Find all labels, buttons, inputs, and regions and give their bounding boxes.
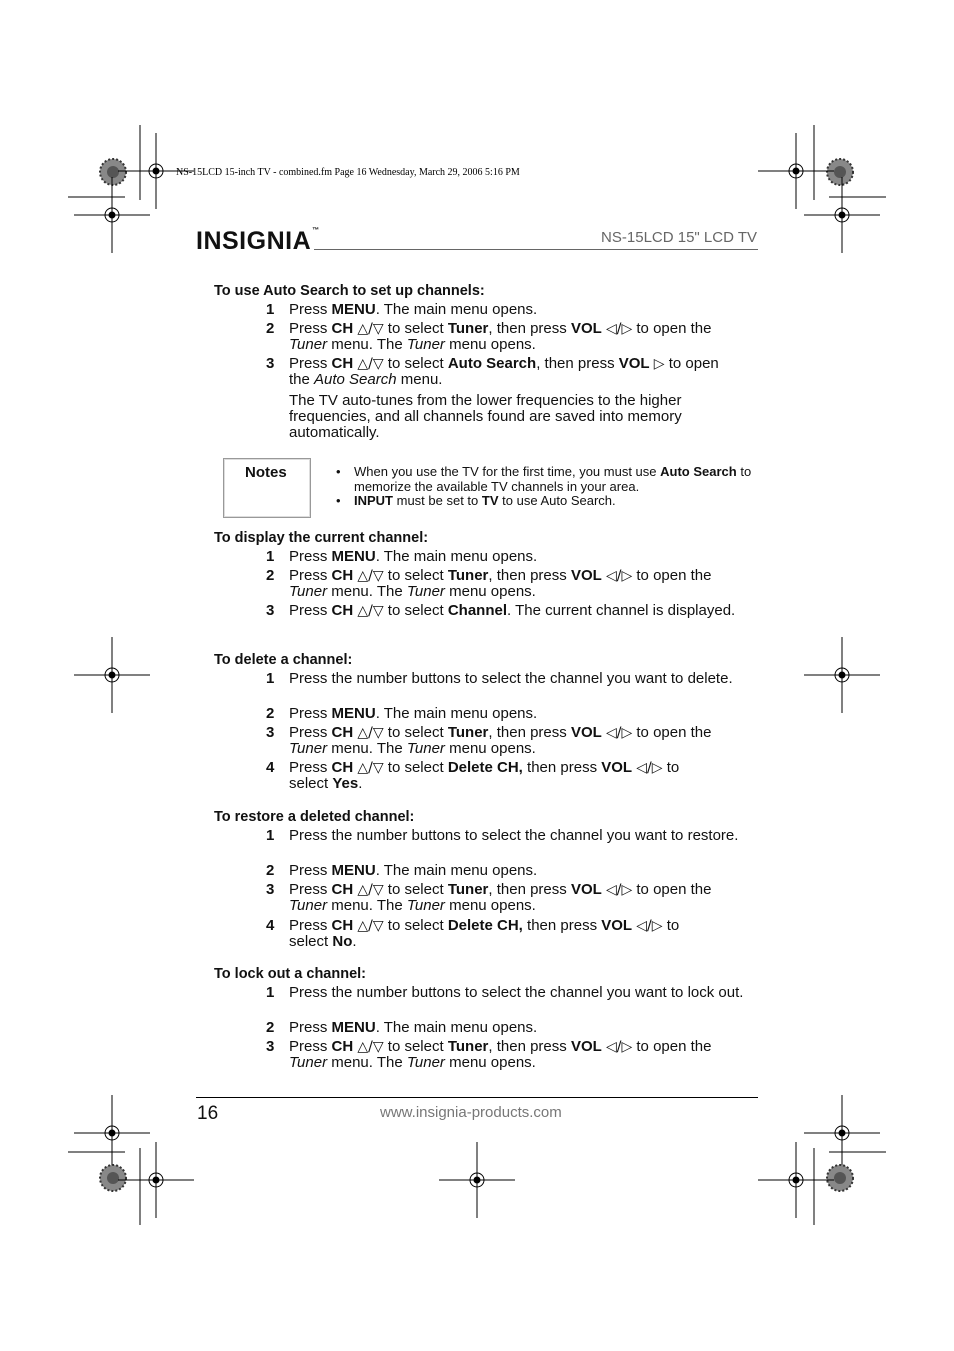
step-text: Press CH △/▽ to select Tuner, then press VOL ◁/▷ to open the Tuner menu. The Tuner menu opens. [289, 724, 712, 757]
step-text: Press MENU. The main menu opens. [289, 301, 538, 318]
up-down-arrows-icon: △/▽ [357, 568, 384, 584]
step-text: Press MENU. The main menu opens. [289, 1019, 538, 1036]
step-text: Press MENU. The main menu opens. [289, 705, 538, 722]
left-right-arrows-icon: ◁/▷ [605, 1039, 633, 1055]
step-number: 4 [266, 917, 275, 934]
section-title-restore-channel: To restore a deleted channel: [214, 809, 415, 825]
logo-text: INSIGNIA [196, 227, 312, 255]
step-number: 2 [266, 705, 275, 722]
up-down-arrows-icon: △/▽ [357, 918, 384, 934]
file-info-line: NS-15LCD 15-inch TV - combined.fm Page 16 Wednesday, March 29, 2006 5:16 PM [176, 167, 520, 178]
left-right-arrows-icon: ◁/▷ [605, 321, 633, 337]
left-right-arrows-icon: ◁/▷ [636, 918, 663, 934]
bullet: • [336, 464, 341, 479]
step-number: 3 [266, 881, 275, 898]
up-down-arrows-icon: △/▽ [357, 356, 384, 372]
step-number: 1 [266, 548, 275, 565]
footer-url[interactable]: www.insignia-products.com [380, 1104, 562, 1121]
step-text: Press the number buttons to select the channel you want to lock out. [289, 984, 744, 1001]
left-right-arrows-icon: ◁/▷ [605, 882, 633, 898]
note-text: INPUT must be set to TV to use Auto Search. [354, 493, 616, 508]
step-number: 1 [266, 301, 275, 318]
step-text: Press CH △/▽ to select Tuner, then press VOL ◁/▷ to open the Tuner menu. The Tuner menu opens. [289, 881, 712, 914]
logo-trademark: ™ [312, 227, 320, 234]
left-right-arrows-icon: ◁/▷ [605, 725, 633, 741]
step-number: 3 [266, 355, 275, 372]
step-number: 2 [266, 320, 275, 337]
right-arrow-icon: ▷ [653, 356, 665, 372]
up-down-arrows-icon: △/▽ [357, 321, 384, 337]
up-down-arrows-icon: △/▽ [357, 725, 384, 741]
step-number: 4 [266, 759, 275, 776]
document-title: NS-15LCD 15" LCD TV [601, 229, 757, 246]
step-text: Press MENU. The main menu opens. [289, 862, 538, 879]
up-down-arrows-icon: △/▽ [357, 1039, 384, 1055]
section-title-auto-search: To use Auto Search to set up channels: [214, 283, 485, 299]
left-right-arrows-icon: ◁/▷ [605, 568, 633, 584]
section-title-lock-channel: To lock out a channel: [214, 966, 366, 982]
step-text: Press CH △/▽ to select Delete CH, then press VOL ◁/▷ to select Yes. [289, 759, 680, 792]
step-text: Press CH △/▽ to select Tuner, then press VOL ◁/▷ to open the Tuner menu. The Tuner menu opens. [289, 1038, 712, 1071]
up-down-arrows-icon: △/▽ [357, 882, 384, 898]
header-rule [314, 249, 758, 250]
step-number: 2 [266, 862, 275, 879]
footer-rule [196, 1097, 758, 1098]
up-down-arrows-icon: △/▽ [357, 760, 384, 776]
step-number: 1 [266, 670, 275, 687]
left-right-arrows-icon: ◁/▷ [636, 760, 663, 776]
step-text: Press CH △/▽ to select Tuner, then press VOL ◁/▷ to open the Tuner menu. The Tuner menu opens. [289, 567, 712, 600]
section-title-display-channel: To display the current channel: [214, 530, 429, 546]
up-down-arrows-icon: △/▽ [357, 603, 384, 619]
step-number: 1 [266, 984, 275, 1001]
step-number: 3 [266, 724, 275, 741]
step-text: Press CH △/▽ to select Tuner, then press VOL ◁/▷ to open the Tuner menu. The Tuner menu opens. [289, 320, 712, 353]
notes-label: Notes [245, 464, 287, 481]
step-text: Press CH △/▽ to select Auto Search, then press VOL ▷ to open the Auto Search menu. [289, 355, 719, 388]
step-text: Press the number buttons to select the channel you want to restore. [289, 827, 739, 844]
page-number: 16 [197, 1103, 219, 1124]
step-number: 2 [266, 567, 275, 584]
step-number: 3 [266, 1038, 275, 1055]
insignia-logo [196, 227, 320, 256]
note-text: When you use the TV for the first time, you must use Auto Search to memorize the available TV channels in your area. [354, 464, 752, 494]
step-number: 3 [266, 602, 275, 619]
auto-search-description: The TV auto-tunes from the lower frequencies to the higher frequencies, and all channels found are saved into memory automatically. [289, 392, 682, 441]
step-text: Press CH △/▽ to select Delete CH, then press VOL ◁/▷ to select No. [289, 917, 680, 950]
step-text: Press MENU. The main menu opens. [289, 548, 538, 565]
section-title-delete-channel: To delete a channel: [214, 652, 353, 668]
step-text: Press the number buttons to select the channel you want to delete. [289, 670, 733, 687]
bullet: • [336, 493, 341, 508]
step-number: 1 [266, 827, 275, 844]
step-text: Press CH △/▽ to select Channel. The current channel is displayed. [289, 602, 736, 619]
step-number: 2 [266, 1019, 275, 1036]
